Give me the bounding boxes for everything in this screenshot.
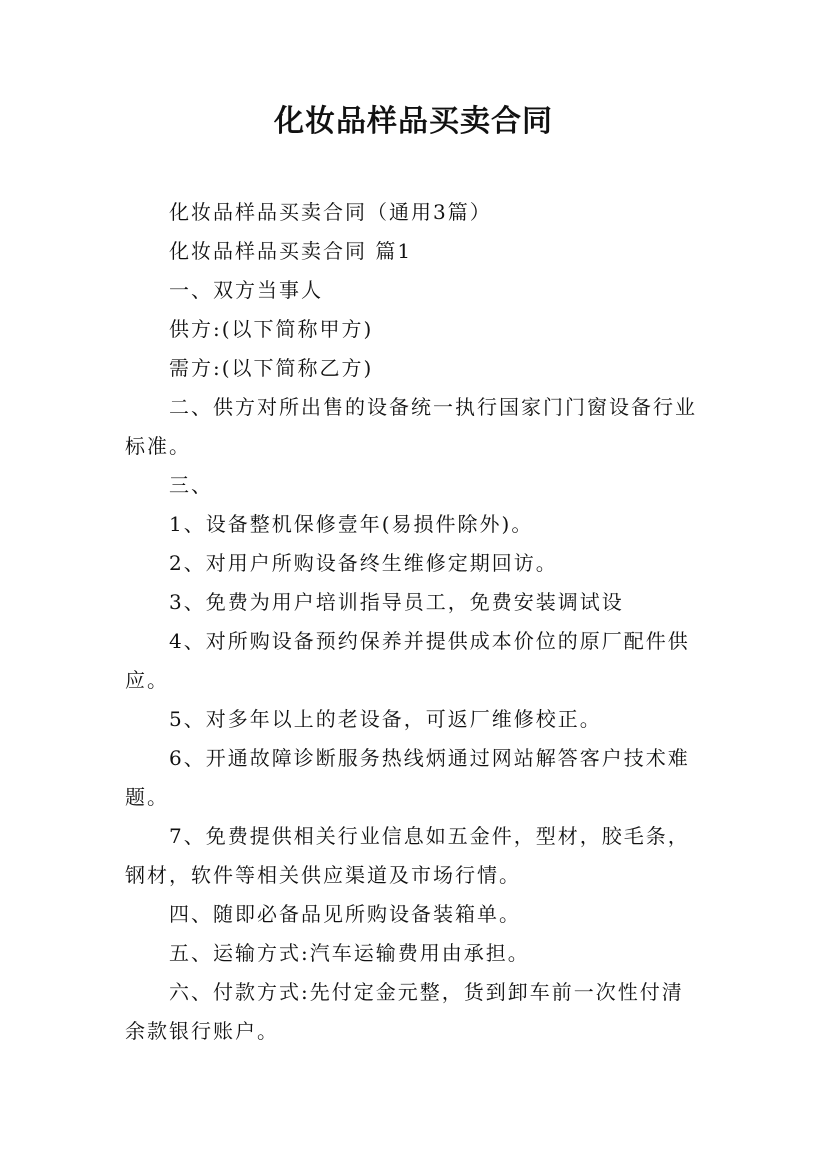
paragraph-item-5: 5、对多年以上的老设备，可返厂维修校正。 xyxy=(169,707,602,731)
paragraph-item-4: 4、对所购设备预约保养并提供成本价位的原厂配件供应。 xyxy=(125,629,690,692)
paragraph-buyer: 需方:(以下简称乙方) xyxy=(169,356,374,380)
paragraph-item-6: 6、开通故障诊断服务热线炳通过网站解答客户技术难题。 xyxy=(125,746,690,809)
paragraph-section-five: 五、运输方式:汽车运输费用由承担。 xyxy=(169,941,530,965)
paragraph-parties-heading: 一、双方当事人 xyxy=(169,278,323,302)
paragraph-section-three: 三、 xyxy=(169,473,213,497)
document-body xyxy=(125,193,705,1051)
paragraph-item-3: 3、免费为用户培训指导员工，免费安装调试设 xyxy=(169,590,624,614)
paragraph-standard: 二、供方对所出售的设备统一执行国家门门窗设备行业标准。 xyxy=(125,395,697,458)
paragraph-subtitle: 化妆品样品买卖合同（通用3篇） xyxy=(169,200,492,224)
paragraph-supplier: 供方:(以下简称甲方) xyxy=(169,317,374,341)
paragraph-section-four: 四、随即必备品见所购设备装箱单。 xyxy=(169,902,521,926)
paragraph-item-2: 2、对用户所购设备终生维修定期回访。 xyxy=(169,551,558,575)
paragraph-item-7: 7、免费提供相关行业信息如五金件，型材，胶毛条，钢材，软件等相关供应渠道及市场行情。 xyxy=(125,824,690,887)
document-title: 化妆品样品买卖合同 xyxy=(274,104,553,139)
paragraph-section-six: 六、付款方式:先付定金元整，货到卸车前一次性付清余款银行账户。 xyxy=(125,980,684,1043)
paragraph-item-1: 1、设备整机保修壹年(易损件除外)。 xyxy=(169,512,534,536)
paragraph-section-heading: 化妆品样品买卖合同 篇1 xyxy=(169,239,413,263)
